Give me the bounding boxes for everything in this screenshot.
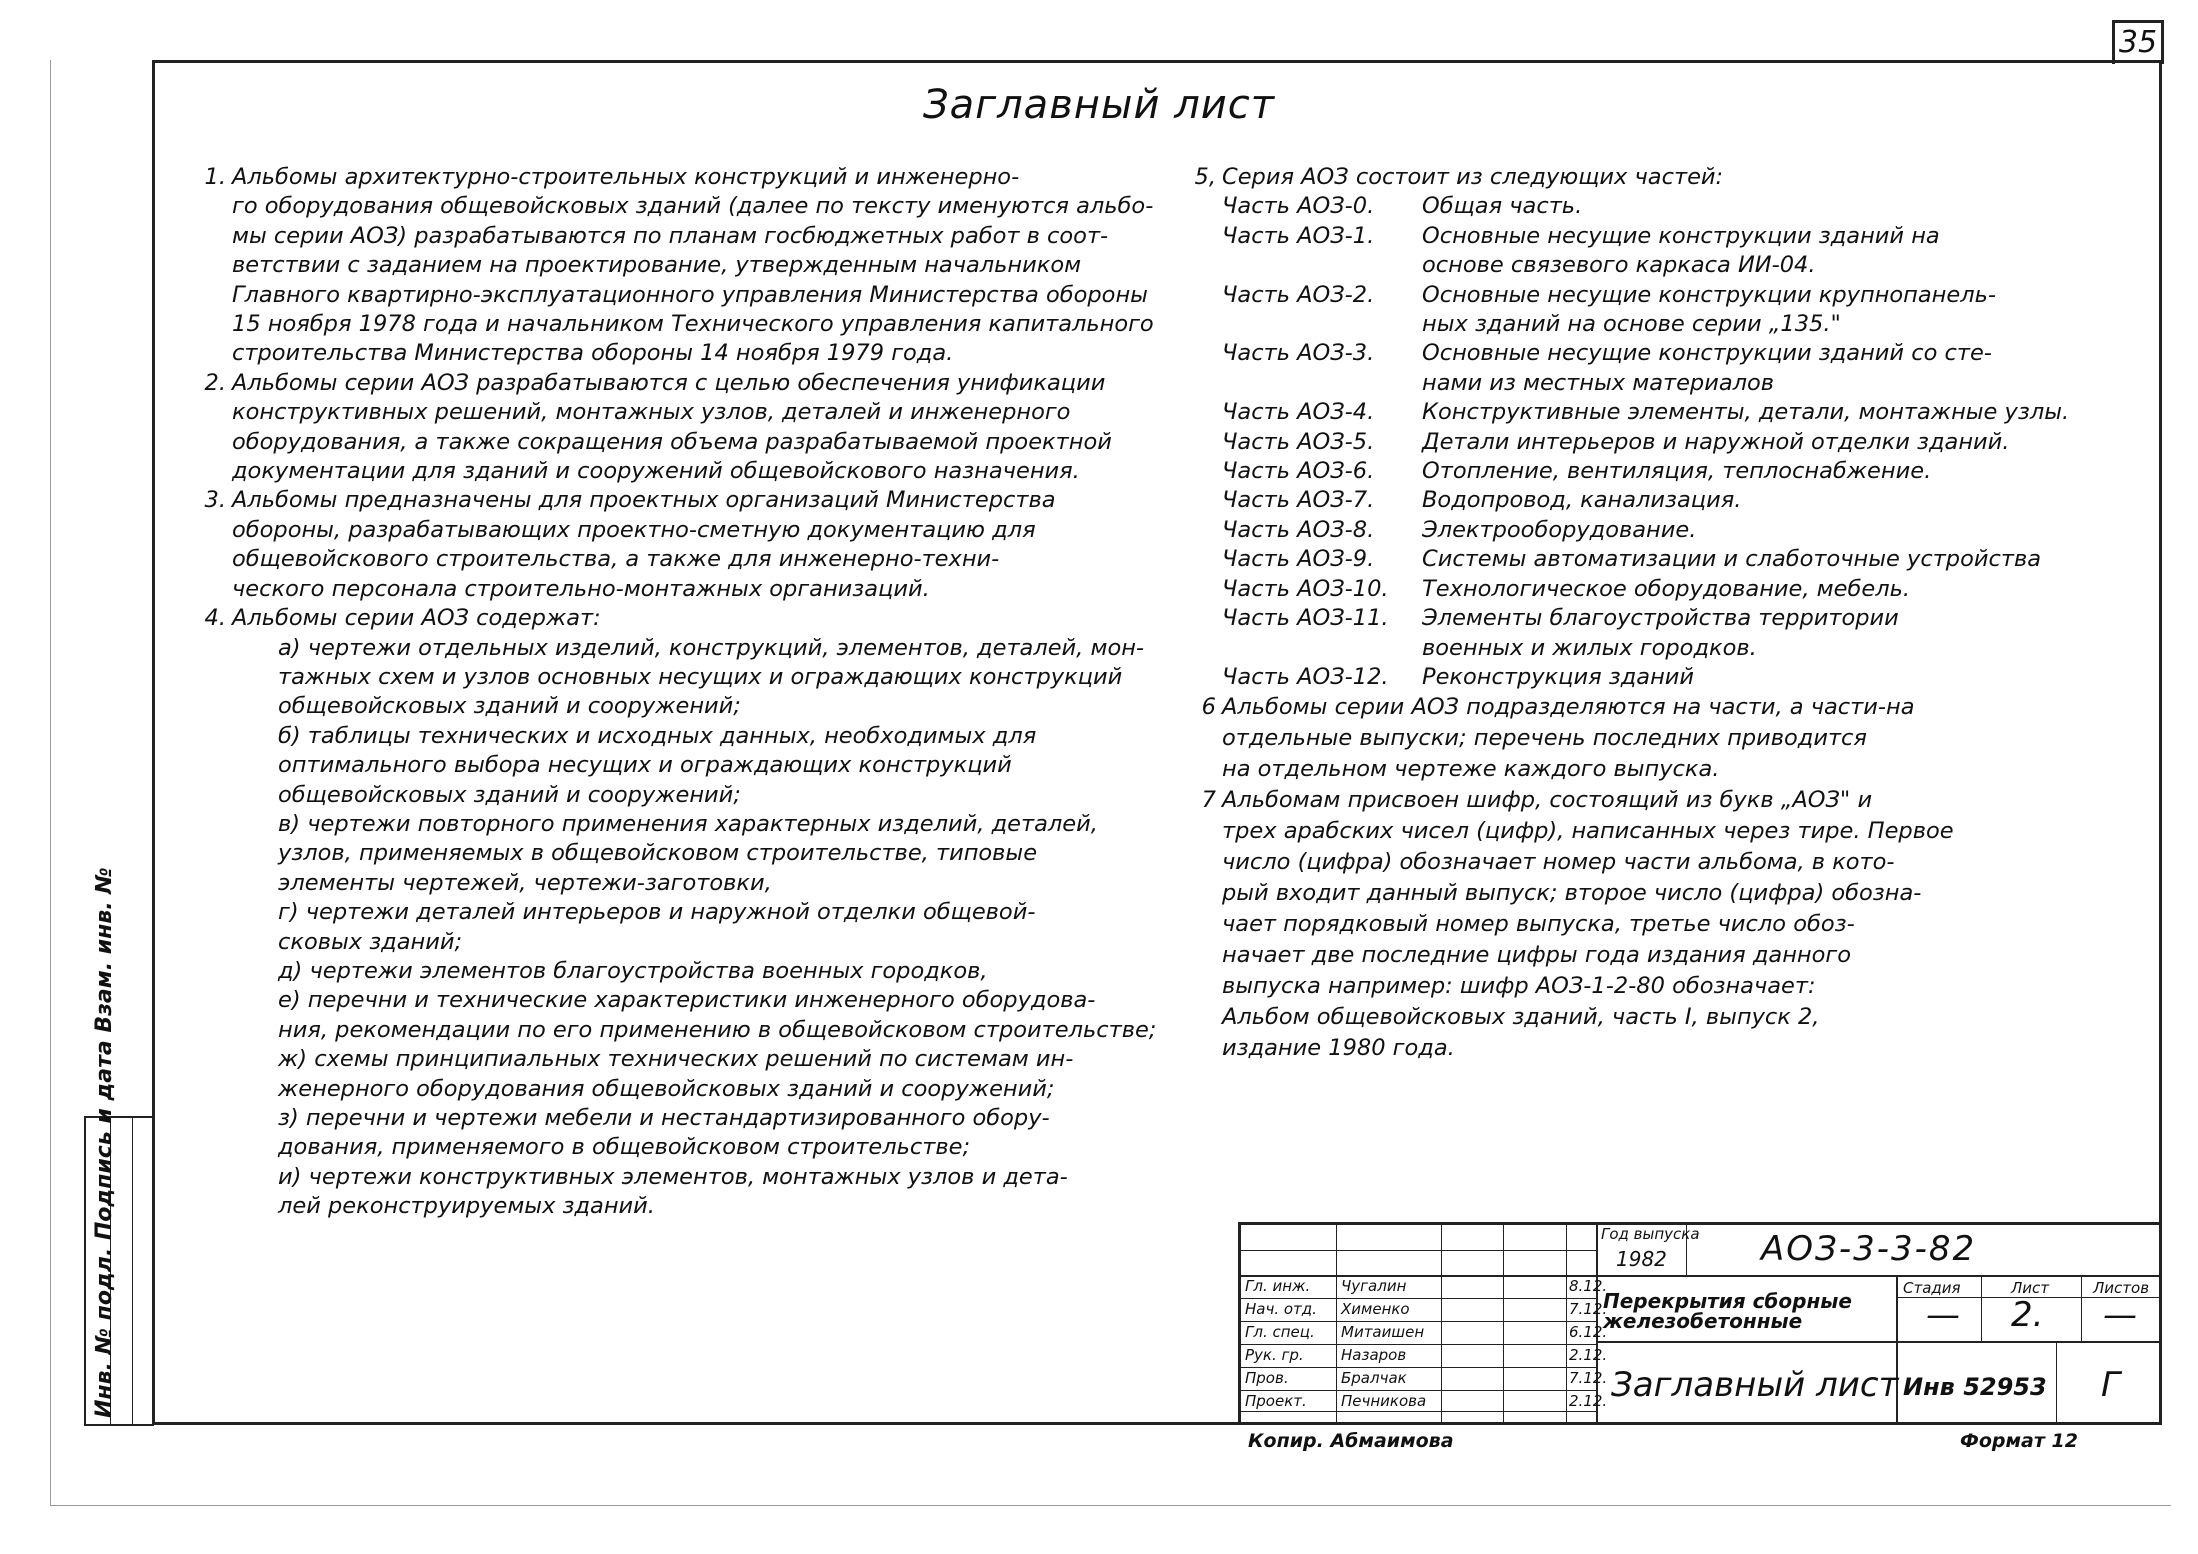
part-row xyxy=(1222,428,2092,457)
signature-role: Рук. гр. xyxy=(1245,1346,1304,1364)
part-label: Часть АОЗ-12. xyxy=(1222,663,1389,690)
part-row xyxy=(1222,516,2092,545)
text-line: з) перечни и чертежи мебели и нестандартизированного обору- xyxy=(278,1105,1050,1131)
text-line: ж) схемы принципиальных технических решений по системам ин- xyxy=(278,1046,1074,1073)
part-row xyxy=(1222,398,2092,427)
sheets-value: — xyxy=(2103,1295,2137,1335)
year-label: Год выпуска xyxy=(1601,1225,1700,1243)
series-intro xyxy=(1194,163,2092,192)
signature-role: Проект. xyxy=(1245,1392,1307,1410)
part-text: Водопровод, канализация. xyxy=(1422,487,1742,514)
text-line: отдельные выпуски; перечень последних приводится xyxy=(1222,725,1867,752)
paragraph-number: 3. xyxy=(204,487,226,514)
text-line: сковых зданий; xyxy=(278,928,463,955)
signature-date: 2.12. xyxy=(1569,1392,1608,1410)
text-line: на отдельном чертеже каждого выпуска. xyxy=(1222,756,1720,783)
paragraph-1 xyxy=(204,163,1154,369)
part-text: нами из местных материалов xyxy=(1422,369,1775,396)
text-line: конструктивных решений, монтажных узлов, деталей и инженерного xyxy=(232,399,1071,426)
paragraph-2 xyxy=(204,369,1132,487)
part-label: Часть АОЗ-1. xyxy=(1222,222,1375,249)
text-line: элементы чертежей, чертежи-заготовки, xyxy=(278,869,772,896)
text-line: начает две последние цифры года издания данного xyxy=(1222,942,1851,969)
part-row xyxy=(1222,281,2092,310)
part-text: Основные несущие конструкции крупнопанель- xyxy=(1422,281,1996,308)
text-line: а) чертежи отдельных изделий, конструкций, элементов, деталей, мон- xyxy=(278,634,1145,661)
part-label: Часть АОЗ-3. xyxy=(1222,340,1375,367)
signature-name: Митаишен xyxy=(1341,1323,1425,1341)
part-row xyxy=(1222,457,2092,486)
signature-name: Печникова xyxy=(1341,1392,1427,1410)
part-text: Конструктивные элементы, детали, монтажные узлы. xyxy=(1422,399,2070,426)
part-label: Часть АОЗ-6. xyxy=(1222,458,1375,485)
side-stamp xyxy=(84,867,154,1426)
part-row xyxy=(1222,545,2092,574)
text-line: Альбомы архитектурно-строительных конструкций и инженерно- xyxy=(232,164,1020,190)
series-intro-text: Серия АОЗ состоит из следующих частей: xyxy=(1222,164,1724,190)
paragraph-number: 7 xyxy=(1201,787,1216,814)
text-line: оборудования, а также сокращения объема разрабатываемой проектной xyxy=(232,428,1112,455)
part-text: Основные несущие конструкции зданий на xyxy=(1422,222,1940,249)
part-text: военных и жилых городков. xyxy=(1422,634,1757,661)
signature-date: 2.12. xyxy=(1569,1346,1608,1364)
text-line: женерного оборудования общевойсковых зданий и сооружений; xyxy=(278,1075,1055,1102)
sheets-label: Листов xyxy=(2093,1279,2150,1297)
signature-name: Назаров xyxy=(1341,1346,1407,1364)
text-line: общевойсковых зданий и сооружений; xyxy=(278,781,741,808)
signature-role: Нач. отд. xyxy=(1245,1300,1317,1318)
text-line: е) перечни и технические характеристики инженерного оборудова- xyxy=(278,987,1096,1014)
text-line: трех арабских чисел (цифр), написанных через тире. Первое xyxy=(1222,818,1954,845)
title-block xyxy=(1238,1222,2162,1425)
part-label: Часть АОЗ-4. xyxy=(1222,399,1375,426)
part-label: Часть АОЗ-9. xyxy=(1222,546,1375,573)
text-line: б) таблицы технических и исходных данных, необходимых для xyxy=(278,722,1037,749)
part-label: Часть АОЗ-11. xyxy=(1222,605,1389,632)
signature-date: 7.12. xyxy=(1569,1300,1608,1318)
text-line: Альбомам присвоен шифр, состоящий из букв „АОЗ" и xyxy=(1222,787,1873,814)
signature-role: Гл. инж. xyxy=(1245,1277,1311,1295)
text-line: в) чертежи повторного применения характерных изделий, деталей, xyxy=(278,810,1098,837)
text-line: рый входит данный выпуск; второе число (цифра) обозна- xyxy=(1222,880,1922,907)
signature-role: Гл. спец. xyxy=(1245,1323,1315,1341)
signature-name: Бралчак xyxy=(1341,1369,1407,1387)
year-value: 1982 xyxy=(1616,1247,1667,1271)
text-line: чает порядковый номер выпуска, третье число обоз- xyxy=(1222,911,1855,938)
text-line: Альбом общевойсковых зданий, часть I, выпуск 2, xyxy=(1222,1004,1820,1031)
paragraph-number: 4. xyxy=(204,605,226,632)
text-line: и) чертежи конструктивных элементов, монтажных узлов и дета- xyxy=(278,1163,1068,1190)
text-line: мы серии АОЗ) разрабатываются по планам госбюджетных работ в соот- xyxy=(232,222,1109,249)
text-line: ческого персонала строительно-монтажных организаций. xyxy=(232,575,930,602)
text-line: число (цифра) обозначает номер части альбома, в кото- xyxy=(1222,849,1895,876)
part-text: ных зданий на основе серии „135." xyxy=(1422,311,1841,338)
signature-name: Хименко xyxy=(1341,1300,1410,1318)
paragraph-number: 1. xyxy=(204,164,226,190)
part-label: Часть АОЗ-2. xyxy=(1222,281,1375,308)
text-line: г) чертежи деталей интерьеров и наружной отделки общевой- xyxy=(278,899,1036,926)
part-label: Часть АОЗ-8. xyxy=(1222,516,1375,543)
text-line: Альбомы предназначены для проектных организаций Министерства xyxy=(232,487,1056,514)
signature-role: Пров. xyxy=(1245,1369,1289,1387)
page-title: Заглавный лист xyxy=(922,82,1276,128)
text-line: го оборудования общевойсковых зданий (далее по тексту именуются альбо- xyxy=(232,193,1154,220)
paragraph-number: 6 xyxy=(1201,694,1216,721)
part-text: основе связевого каркаса ИИ-04. xyxy=(1422,252,1816,279)
text-line: Альбомы серии АОЗ разрабатываются с целью обеспечения унификации xyxy=(232,369,1106,396)
side-stamp-text: Инв. № подл. Подпись и дата Взам. инв. № xyxy=(92,867,117,1418)
signature-date: 8.12. xyxy=(1569,1277,1608,1295)
part-label: Часть АОЗ-7. xyxy=(1222,487,1375,514)
paragraph-6 xyxy=(1201,692,2092,785)
part-row xyxy=(1222,604,2092,633)
part-label: Часть АОЗ-0. xyxy=(1222,193,1375,220)
text-line: Альбомы серии АОЗ содержат: xyxy=(232,605,601,632)
text-line: узлов, применяемых в общевойсковом строительстве, типовые xyxy=(278,840,1038,867)
part-text: Реконструкция зданий xyxy=(1422,663,1695,690)
stage-label: Стадия xyxy=(1903,1279,1961,1297)
text-line: выпуска например: шифр АОЗ-1-2-80 обозначает: xyxy=(1222,973,1816,1000)
part-text: Основные несущие конструкции зданий со сте- xyxy=(1422,340,1992,367)
part-row xyxy=(1222,634,2092,663)
text-line: обороны, разрабатывающих проектно-сметную документацию для xyxy=(232,516,1036,543)
text-line: 15 ноября 1978 года и начальником Технического управления капитального xyxy=(232,311,1154,338)
part-row xyxy=(1222,339,2092,368)
part-text: Системы автоматизации и слаботочные устройства xyxy=(1422,546,2042,573)
part-text: Технологическое оборудование, мебель. xyxy=(1422,575,1911,602)
text-line: ния, рекомендации по его применению в общевойсковом строительстве; xyxy=(278,1016,1157,1043)
text-line: лей реконструируемых зданий. xyxy=(278,1193,655,1220)
letter-code: Г xyxy=(2101,1365,2120,1405)
part-row xyxy=(1222,192,2092,221)
paragraph-number: 2. xyxy=(204,369,226,396)
part-row xyxy=(1222,251,2092,280)
part-row xyxy=(1222,486,2092,515)
paragraph-3 xyxy=(204,486,1132,604)
text-line: дования, применяемого в общевойсковом строительстве; xyxy=(278,1134,971,1161)
left-column xyxy=(204,163,1157,1222)
part-row xyxy=(1222,663,2092,692)
part-text: Элементы благоустройства территории xyxy=(1422,605,1899,632)
text-line: издание 1980 года. xyxy=(1222,1035,1455,1062)
text-line: д) чертежи элементов благоустройства военных городков, xyxy=(278,957,988,984)
format-label: Формат 12 xyxy=(1960,1430,2078,1452)
part-text: Общая часть. xyxy=(1422,193,1583,220)
part-text: Детали интерьеров и наружной отделки зданий. xyxy=(1422,428,2010,455)
paragraph-number: 5, xyxy=(1194,164,1216,190)
text-line: Главного квартирно-эксплуатационного управления Министерства обороны xyxy=(232,281,1148,308)
part-label: Часть АОЗ-5. xyxy=(1222,428,1375,455)
text-line: строительства Министерства обороны 14 ноября 1979 года. xyxy=(232,340,954,367)
signature-name: Чугалин xyxy=(1341,1277,1407,1295)
text-line: Альбомы серии АОЗ подразделяются на части, а части-на xyxy=(1222,694,1915,721)
right-column xyxy=(1194,163,2092,1064)
signature-date: 7.12. xyxy=(1569,1369,1608,1387)
paragraph-7 xyxy=(1201,785,2092,1064)
part-text: Отопление, вентиляция, теплоснабжение. xyxy=(1422,458,1932,485)
text-line: общевойсковых зданий и сооружений; xyxy=(278,693,741,720)
part-text: Электрооборудование. xyxy=(1422,516,1697,543)
subject-title: Перекрытия сборные железобетонные xyxy=(1603,1289,1852,1333)
text-line: общевойскового строительства, а также для инженерно-техни- xyxy=(232,546,1000,573)
right-paragraphs xyxy=(1201,692,2092,1064)
parts-list xyxy=(1222,192,2092,692)
sheet-title: Заглавный лист xyxy=(1611,1365,1899,1405)
text-line: тажных схем и узлов основных несущих и ограждающих конструкций xyxy=(278,663,1123,690)
text-line: оптимального выбора несущих и ограждающих конструкций xyxy=(278,752,1012,779)
text-line: документации для зданий и сооружений общевойскового назначения. xyxy=(232,458,1080,485)
inventory-number: Инв 52953 xyxy=(1903,1373,2047,1401)
part-row xyxy=(1222,222,2092,251)
part-label: Часть АОЗ-10. xyxy=(1222,575,1389,602)
part-row xyxy=(1222,310,2092,339)
copied-by: Копир. Абмаимова xyxy=(1248,1430,1454,1452)
part-row xyxy=(1222,575,2092,604)
page-number: 35 xyxy=(2112,20,2164,64)
paragraph-4 xyxy=(204,604,1157,1222)
document-code: АОЗ-3-3-82 xyxy=(1761,1229,1977,1269)
stage-value: — xyxy=(1926,1295,1960,1335)
signature-date: 6.12. xyxy=(1569,1323,1608,1341)
sheet-value: 2. xyxy=(2011,1295,2044,1335)
part-row xyxy=(1222,369,2092,398)
sheet-label: Лист xyxy=(2011,1279,2050,1297)
text-line: ветствии с заданием на проектирование, утвержденным начальником xyxy=(232,252,1082,279)
